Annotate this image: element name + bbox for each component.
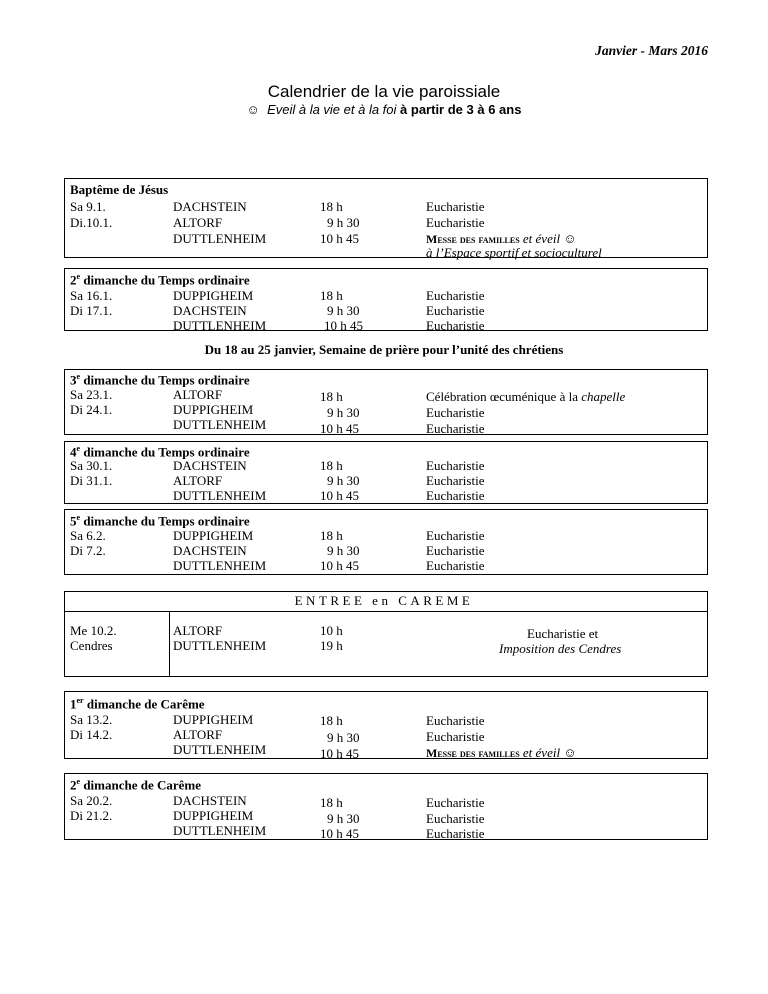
row-place: DUTTLENHEIM (173, 742, 267, 757)
row-event: Eucharistie (426, 215, 485, 230)
page-title: Calendrier de la vie paroissiale (267, 82, 501, 101)
row-date: Sa 13.2. (70, 712, 113, 727)
heading-text: dimanche de Carême (80, 777, 202, 793)
row-event: Eucharistie (426, 288, 485, 303)
row-date: Me 10.2. (70, 623, 117, 638)
event-italic: et éveil ☺ (519, 745, 577, 760)
row-time: 9 h 30 (327, 473, 360, 488)
row-place: DACHSTEIN (173, 303, 247, 318)
heading-sup: e (76, 372, 81, 381)
row-event: Eucharistie (426, 488, 485, 503)
row-time: 10 h 45 (320, 746, 359, 761)
event-smallcaps: Messe des familles (426, 746, 520, 760)
row-event-note: à l’Espace sportif et socioculturel (426, 245, 602, 260)
row-time: 18 h (320, 199, 343, 214)
row-date: Di 17.1. (70, 303, 113, 318)
row-place: DUTTLENHEIM (173, 318, 267, 333)
row-place: DUPPIGHEIM (173, 712, 254, 727)
block-dimanche-4 (64, 441, 708, 504)
row-event: Eucharistie (426, 826, 485, 841)
block-heading (70, 777, 201, 793)
row-date: Di 31.1. (70, 473, 113, 488)
heading-text: dimanche du Temps ordinaire (80, 513, 250, 529)
row-event: Eucharistie (426, 543, 485, 558)
row-event: Eucharistie (426, 303, 485, 318)
row-time: 18 h (320, 528, 343, 543)
row-time: 10 h 45 (320, 826, 359, 841)
row-date: Di 7.2. (70, 543, 106, 558)
heading-num: 2 (70, 272, 77, 288)
row-date: Sa 23.1. (70, 387, 113, 402)
row-event: Eucharistie (426, 558, 485, 573)
row-place: ALTORF (173, 623, 223, 638)
row-place: DUPPIGHEIM (173, 402, 254, 417)
row-time: 18 h (320, 389, 343, 404)
row-event (426, 745, 577, 761)
separator-unite-chretiens: Du 18 au 25 janvier, Semaine de prière pour l’unité des chrétiens (204, 342, 564, 357)
row-time: 10 h 45 (320, 421, 359, 436)
row-event-italic: Imposition des Cendres (499, 641, 622, 656)
row-time: 9 h 30 (327, 405, 360, 420)
block-dimanche-2 (64, 268, 708, 331)
block-heading (70, 696, 205, 712)
subtitle-bold: à partir de 3 à 6 ans (400, 102, 522, 117)
event-text: Célébration œcuménique à la (426, 389, 582, 404)
row-date: Sa 20.2. (70, 793, 113, 808)
row-event: Eucharistie (426, 421, 485, 436)
row-event: Eucharistie (426, 528, 485, 543)
row-time: 18 h (320, 713, 343, 728)
row-date: Sa 30.1. (70, 458, 113, 473)
document-period: Janvier - Mars 2016 (595, 43, 708, 58)
heading-num: 5 (70, 513, 77, 529)
heading-num: 1 (70, 696, 77, 712)
row-date: Di 14.2. (70, 727, 113, 742)
row-event: Eucharistie et (527, 626, 599, 641)
block-heading (70, 513, 250, 529)
block-dimanche-3 (64, 369, 708, 435)
row-event: Eucharistie (426, 458, 485, 473)
heading-sup: e (76, 272, 81, 281)
block-heading (70, 372, 250, 388)
heading-text: dimanche du Temps ordinaire (80, 444, 250, 460)
row-time: 9 h 30 (327, 303, 360, 318)
row-time: 9 h 30 (327, 730, 360, 745)
row-place: ALTORF (173, 215, 223, 230)
row-place: DACHSTEIN (173, 543, 247, 558)
block-heading: Baptême de Jésus (70, 182, 169, 197)
row-time: 18 h (320, 795, 343, 810)
heading-sup: e (76, 444, 81, 453)
row-place: DUPPIGHEIM (173, 808, 254, 823)
subtitle (0, 102, 768, 117)
row-place: DUTTLENHEIM (173, 417, 267, 432)
row-place: DACHSTEIN (173, 458, 247, 473)
row-event: Eucharistie (426, 713, 485, 728)
row-event: Eucharistie (426, 473, 485, 488)
row-time: 19 h (320, 638, 343, 653)
heading-num: 2 (70, 777, 77, 793)
row-place: DUTTLENHEIM (173, 488, 267, 503)
row-time: 10 h 45 (324, 318, 363, 333)
row-time: 10 h 45 (320, 488, 359, 503)
row-time: 10 h (320, 623, 343, 638)
row-event: Eucharistie (426, 729, 485, 744)
row-place: DACHSTEIN (173, 199, 247, 214)
row-date: Cendres (70, 638, 113, 653)
row-date: Sa 9.1. (70, 199, 106, 214)
row-date: Sa 16.1. (70, 288, 113, 303)
row-time: 18 h (320, 458, 343, 473)
heading-text: dimanche du Temps ordinaire (80, 272, 250, 288)
row-place: ALTORF (173, 473, 223, 488)
row-event: Eucharistie (426, 318, 485, 333)
subtitle-italic: Eveil à la vie et à la foi (267, 102, 397, 117)
event-italic: et éveil ☺ (519, 231, 577, 246)
row-time: 18 h (320, 288, 343, 303)
row-event: Eucharistie (426, 795, 485, 810)
heading-text: dimanche de Carême (83, 696, 205, 712)
row-time: 9 h 30 (327, 215, 360, 230)
block-dimanche-5 (64, 509, 708, 575)
row-place: DUTTLENHEIM (173, 638, 267, 653)
row-place: DUTTLENHEIM (173, 231, 267, 246)
row-place: ALTORF (173, 387, 223, 402)
row-place: DACHSTEIN (173, 793, 247, 808)
heading-sup: er (76, 696, 84, 705)
row-place: DUTTLENHEIM (173, 558, 267, 573)
event-smallcaps: Messe des familles (426, 232, 520, 246)
heading-sup: e (76, 777, 81, 786)
row-date: Di 24.1. (70, 402, 113, 417)
row-place: DUPPIGHEIM (173, 288, 254, 303)
row-place: DUPPIGHEIM (173, 528, 254, 543)
heading-text: dimanche du Temps ordinaire (80, 372, 250, 388)
row-time: 10 h 45 (320, 231, 359, 246)
row-event: Eucharistie (426, 405, 485, 420)
row-event: Eucharistie (426, 199, 485, 214)
block-careme-2 (64, 773, 708, 840)
block-bapteme (64, 178, 708, 258)
row-event (426, 389, 625, 405)
careme-heading: ENTREE en CAREME (294, 593, 474, 608)
row-date: Di 21.2. (70, 808, 113, 823)
row-place: DUTTLENHEIM (173, 823, 267, 838)
row-date: Di.10.1. (70, 215, 113, 230)
smiley-icon: ☺ (246, 102, 260, 117)
event-italic: chapelle (581, 389, 626, 404)
row-time: 10 h 45 (320, 558, 359, 573)
row-date: Sa 6.2. (70, 528, 106, 543)
row-time: 9 h 30 (327, 543, 360, 558)
row-place: ALTORF (173, 727, 223, 742)
row-time: 9 h 30 (327, 811, 360, 826)
row-event: Eucharistie (426, 811, 485, 826)
block-careme-1 (64, 691, 708, 759)
heading-num: 4 (70, 444, 77, 460)
block-heading (70, 272, 250, 288)
heading-num: 3 (70, 372, 77, 388)
heading-sup: e (76, 513, 81, 522)
